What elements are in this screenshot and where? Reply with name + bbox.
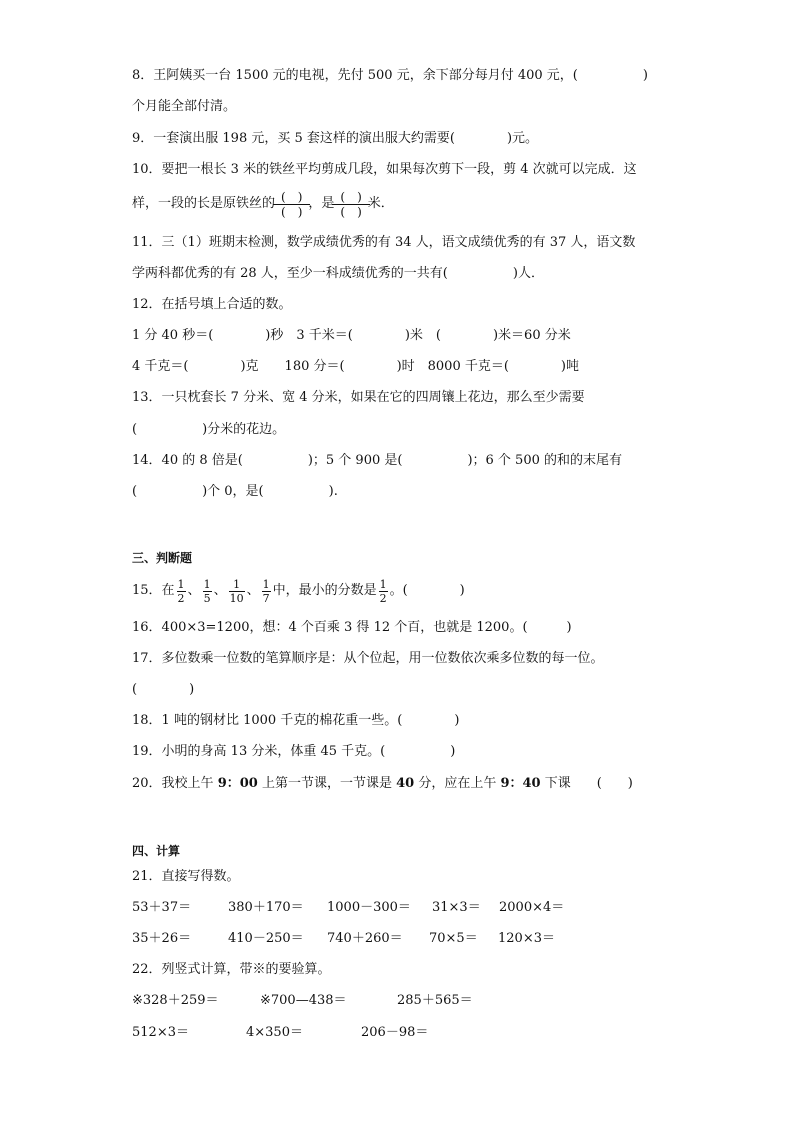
q20-text-d: 下课 ( ) [540,776,633,791]
q22-item: 285＋565＝ [397,993,473,1008]
fraction-answer [379,579,388,604]
q22-title: 22．列竖式计算，带※的要验算。 [132,962,331,977]
q20-duration: 40 [396,776,415,791]
q10-blank-fraction-2 [336,191,365,218]
q13-line2: ( )分米的花边。 [132,422,286,437]
q21-item: 1000－300＝ [327,900,411,915]
q12-title: 12．在括号填上合适的数。 [132,297,292,312]
q22-item: 4×350＝ [246,1025,303,1040]
q17-line2: ( ) [132,682,195,697]
q15 [132,575,465,607]
q11-line1: 11．三（1）班期末检测，数学成绩优秀的有 34 人，语文成绩优秀的有 37 人，语文数 [132,235,636,250]
q20-time-start: 9：00 [217,776,258,791]
q8-line2: 个月能全部付清。 [132,99,237,114]
q19: 19．小明的身高 13 分米，体重 45 千克。( ) [132,744,456,759]
q21-item: 31×3＝ [432,900,481,915]
q20-text-c: 分，应在上午 [414,776,501,791]
q20-time-end: 9：40 [500,776,541,791]
fraction-1-10 [229,579,245,604]
fraction-1-7 [262,579,271,604]
q10-text-c: 米． [367,196,394,211]
q14-line2: ( )个 0，是( ). [132,484,338,499]
denominator: 2 [379,591,387,605]
q21-item: 380＋170＝ [228,900,304,915]
q18: 18．1 吨的钢材比 1000 千克的棉花重一些。( ) [132,713,460,728]
numerator: 1 [203,577,211,591]
q20 [132,776,633,792]
denominator: 7 [262,591,270,605]
q21-item: 740＋260＝ [327,931,403,946]
q15-text-b: 中，最小的分数是 [272,583,377,598]
fraction-1-5 [203,579,212,604]
q22-item: ※700—438＝ [260,993,347,1008]
q22-item: 206－98＝ [361,1025,429,1040]
separator: 、 [213,583,227,598]
q12-row1: 1 分 40 秒＝( )秒 3 千米＝( )米 ( )米＝60 分米 [132,328,571,343]
q8-line1: 8．王阿姨买一台 1500 元的电视，先付 500 元，余下部分每月付 400 元，( ) [132,68,648,83]
q21-item: 70×5＝ [429,931,478,946]
fraction-1-2 [177,579,186,604]
separator: 、 [246,583,260,598]
denominator-blank: ( ) [340,204,362,219]
numerator: 1 [233,577,241,591]
q21-item: 120×3＝ [498,931,555,946]
q10-blank-fraction-1 [277,191,306,218]
numerator-blank: ( ) [281,189,303,204]
numerator: 1 [379,577,387,591]
q20-text-a: 20．我校上午 [132,776,218,791]
separator: 、 [187,583,201,598]
q21-title: 21．直接写得数。 [132,869,240,884]
section-calculation-heading: 四、计算 [132,844,181,858]
q15-text-a: 15．在 [132,583,175,598]
q22-item: ※328＋259＝ [132,993,219,1008]
numerator-blank: ( ) [340,189,362,204]
numerator: 1 [262,577,270,591]
q10-text-b: ，是 [308,196,335,211]
q11-line2: 学两科都优秀的有 28 人，至少一科成绩优秀的一共有( )人． [132,266,544,281]
q14-line1: 14．40 的 8 倍是( )；5 个 900 是( )；6 个 500 的和的末尾有 [132,453,623,468]
q13-line1: 13．一只枕套长 7 分米、宽 4 分米，如果在它的四周镶上花边，那么至少需要 [132,390,585,405]
q21-item: 35＋26＝ [132,931,192,946]
q21-item: 410－250＝ [228,931,304,946]
section-judgement-heading: 三、判断题 [132,551,193,565]
q10-line2 [132,186,394,222]
q22-item: 512×3＝ [132,1025,189,1040]
q17-line1: 17．多位数乘一位数的笔算顺序是：从个位起，用一位数依次乘多位数的每一位。 [132,651,604,666]
q21-item: 53＋37＝ [132,900,192,915]
q10-line1: 10．要把一根长 3 米的铁丝平均剪成几段，如果每次剪下一段，剪 4 次就可以完成．这 [132,162,637,177]
denominator-blank: ( ) [281,204,303,219]
numerator: 1 [177,577,185,591]
denominator: 10 [229,591,244,605]
denominator: 2 [177,591,185,605]
q10-text-a: 样，一段的长是原铁丝的 [132,196,276,211]
q15-text-c: 。( ) [389,583,465,598]
q21-item: 2000×4＝ [499,900,565,915]
denominator: 5 [203,591,211,605]
q9: 9．一套演出服 198 元，买 5 套这样的演出服大约需要( )元。 [132,131,539,146]
q16: 16．400×3=1200，想：4 个百乘 3 得 12 个百，也就是 1200。( ) [132,620,572,635]
q12-row2: 4 千克＝( )克 180 分＝( )时 8000 千克＝( )吨 [132,359,579,374]
q20-text-b: 上第一节课，一节课是 [257,776,397,791]
